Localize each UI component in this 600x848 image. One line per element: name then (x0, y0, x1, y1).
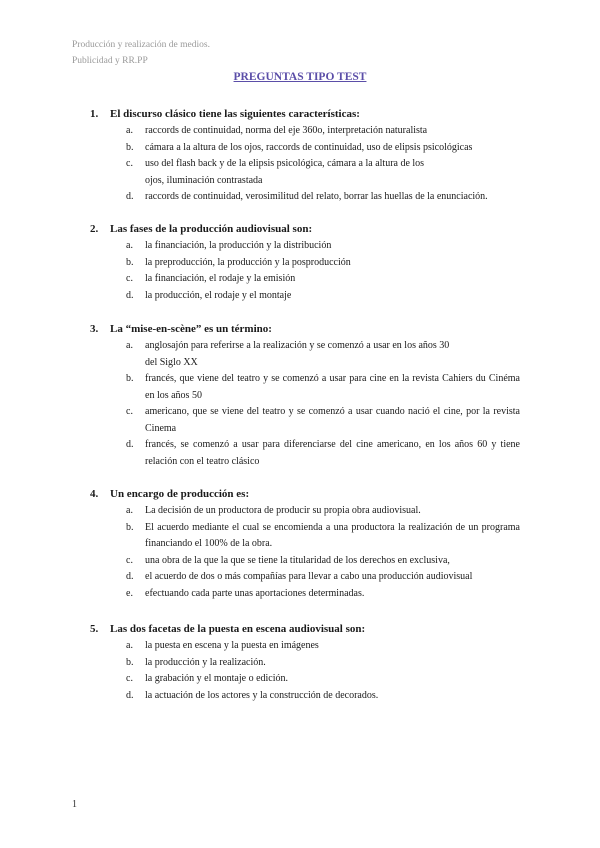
option-letter: e. (126, 587, 133, 599)
option (90, 238, 520, 255)
option-letter: b. (126, 373, 134, 384)
question-text: Las fases de la producción audiovisual son: (110, 223, 313, 235)
option-text: raccords de continuidad, verosimilitud del relato, borrar las huellas de la enunciación. (145, 191, 488, 202)
option-text: la financiación, la producción y la distribución (145, 240, 332, 251)
question-text: La “mise-en-scène” es un término: (110, 323, 272, 335)
question-number: 2. (90, 223, 99, 235)
option-text: anglosajón para referirse a la realización y se comenzó a usar en los años 30 del Siglo XX (145, 340, 450, 368)
option (90, 338, 520, 371)
option (90, 255, 520, 272)
option (90, 520, 520, 553)
question-number: 1. (90, 108, 99, 120)
option (90, 503, 520, 520)
option (90, 371, 520, 404)
question-4 (90, 486, 520, 602)
option-letter: c. (126, 158, 133, 169)
option (90, 288, 520, 305)
option-letter: b. (126, 521, 134, 533)
option-text: El acuerdo mediante el cual se encomienda a una productora la realización de un programa financiando el 100% de la obra. (145, 521, 520, 549)
option-text: la actuación de los actores y la construcción de decorados. (145, 689, 379, 701)
question-number: 5. (90, 623, 99, 635)
option-text: efectuando cada parte unas aportaciones determinadas. (145, 587, 365, 599)
option-letter: d. (126, 439, 134, 450)
question-1 (90, 106, 520, 206)
question-number: 4. (90, 488, 99, 500)
option-letter: a. (126, 640, 133, 651)
option (90, 638, 520, 655)
option-text: francés, que viene del teatro y se comenzó a usar para cine en la revista Cahiers du Cinéma en los años 50 (145, 373, 520, 401)
option-letter: d. (126, 289, 134, 301)
header-line-2: Publicidad y RR.PP (72, 56, 148, 66)
option-letter: d. (126, 571, 134, 582)
option (90, 671, 520, 688)
option (90, 569, 520, 586)
page-header (72, 37, 210, 69)
option (90, 655, 520, 672)
option (90, 553, 520, 570)
option-text: americano, que se viene del teatro y se comenzó a usar cuando nació el cine, por la revista Cinema (145, 406, 520, 434)
option (90, 271, 520, 288)
question-text: Un encargo de producción es: (110, 488, 250, 500)
option (90, 156, 520, 189)
option-text: la financiación, el rodaje y la emisión (145, 273, 296, 284)
option-letter: d. (126, 191, 134, 202)
page-number: 1 (72, 799, 77, 810)
option-text: la producción, el rodaje y el montaje (145, 289, 292, 301)
question-3 (90, 321, 520, 470)
option-letter: c. (126, 554, 133, 566)
question-5 (90, 621, 520, 704)
option (90, 140, 520, 157)
option-letter: a. (126, 505, 133, 516)
option-text: cámara a la altura de los ojos, raccords de continuidad, uso de elipsis psicológicas (145, 141, 473, 153)
option-letter: d. (126, 689, 134, 701)
option (90, 586, 520, 603)
question-2 (90, 221, 520, 304)
option-letter: c. (126, 406, 133, 417)
option-text: la preproducción, la producción y la posproducción (145, 256, 351, 268)
option-text: la puesta en escena y la puesta en imágenes (145, 640, 319, 651)
option-letter: b. (126, 256, 134, 268)
option-letter: a. (126, 340, 133, 351)
option-letter: c. (126, 273, 133, 284)
option-letter: a. (126, 125, 133, 136)
option-letter: c. (126, 673, 133, 684)
option (90, 437, 520, 470)
option-text: una obra de la que la que se tiene la titularidad de los derechos en exclusiva, (145, 554, 450, 566)
question-text: El discurso clásico tiene las siguientes características: (110, 108, 360, 120)
question-text: Las dos facetas de la puesta en escena audiovisual son: (110, 623, 366, 635)
option-text: uso del flash back y de la elipsis psicológica, cámara a la altura de los ojos, iluminación contrastada (145, 158, 425, 186)
option-text: la grabación y el montaje o edición. (145, 673, 289, 684)
option-text: La decisión de un productora de producir su propia obra audiovisual. (145, 505, 421, 516)
option-letter: b. (126, 141, 134, 153)
option-text: el acuerdo de dos o más compañías para llevar a cabo una producción audiovisual (145, 571, 473, 582)
option-letter: a. (126, 240, 133, 251)
header-line-1: Producción y realización de medios. (72, 40, 210, 50)
page-title: PREGUNTAS TIPO TEST (233, 71, 367, 83)
option-letter: b. (126, 656, 134, 668)
option-text: la producción y la realización. (145, 656, 266, 668)
option-text: raccords de continuidad, norma del eje 360o, interpretación naturalista (145, 125, 428, 136)
option (90, 189, 520, 206)
option (90, 688, 520, 705)
option-text: francés, se comenzó a usar para diferenciarse del cine americano, en los años 60 y tiene relación con el teatro clásico (145, 439, 520, 467)
question-number: 3. (90, 323, 99, 335)
option (90, 404, 520, 437)
option (90, 123, 520, 140)
